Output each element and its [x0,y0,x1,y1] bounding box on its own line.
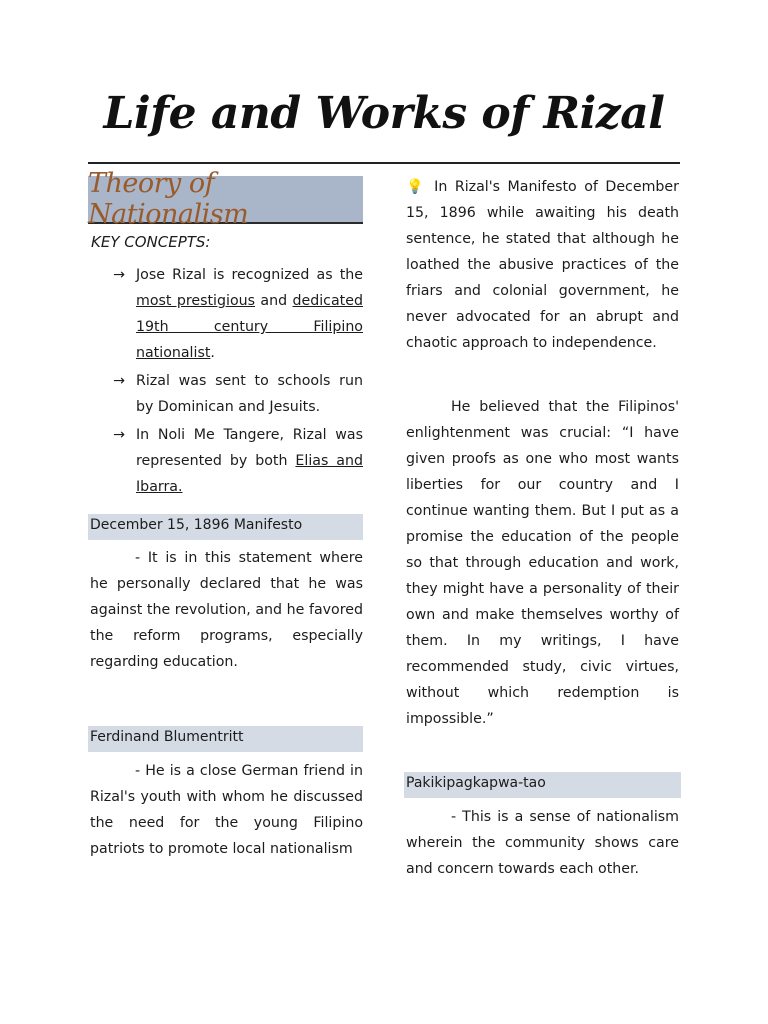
arrow-icon: → [113,373,125,389]
pakikipagkapwa-heading: Pakikipagkapwa-tao [404,772,681,798]
manifesto-heading: December 15, 1896 Manifesto [88,514,363,540]
bullet-text: Jose Rizal is recognized as the [136,267,363,283]
underlined-text: Elias and Ibarra. [136,453,363,495]
enlightenment-paragraph: He believed that the Filipinos' enlightenment was crucial: “I have given proofs as one who most wants liberties for our country and I continue wanting them. But I put as a promise the education of the people so that through education and work, they might have a personality of their own and make themselves worthy of them. In my writings, I have recommended study, civic virtues, without which redemption is impossible.” [406,399,679,727]
bullet-text: In Noli Me Tangere, Rizal was represented by both [136,427,363,469]
manifesto-body: - It is in this statement where he personally declared that he was against the revolution, and he favored the reform programs, especially regarding education. [90,550,363,670]
underlined-text: most prestigious [136,293,256,309]
list-item [113,368,363,420]
section-title-box [88,168,363,230]
paragraph-text: In Rizal's Manifesto of December 15, 1896 while awaiting his death sentence, he stated that although he loathed the abusive practices of the friars and colonial government, he never advocated for an abrupt and chaotic approach to independence. [406,179,679,351]
arrow-icon: → [113,427,125,443]
manifesto-quote-paragraph [406,174,679,356]
underlined-text: dedicated 19th century Filipino nationalist [136,293,363,361]
blumentritt-body: - He is a close German friend in Rizal's youth with whom he discussed the need for the young Filipino patriots to promote local nationalism [90,763,363,857]
list-item [113,262,363,366]
page-title: Life and Works of Rizal [103,88,665,139]
pakikipagkapwa-body: - This is a sense of nationalism wherein the community shows care and concern towards each other. [406,809,679,877]
bullet-text: Rizal was sent to schools run by Dominican and Jesuits. [136,373,363,415]
bullet-text: . [210,345,215,361]
lightbulb-icon: 💡 [406,179,427,195]
title-divider [88,162,680,164]
list-item [113,422,363,500]
arrow-icon: → [113,267,125,283]
bullet-text: and [255,293,293,309]
key-concepts-list [113,262,363,502]
key-concepts-label: KEY CONCEPTS: [91,233,211,251]
section-title: Theory of Nationalism [88,168,249,230]
blumentritt-heading: Ferdinand Blumentritt [88,726,363,752]
